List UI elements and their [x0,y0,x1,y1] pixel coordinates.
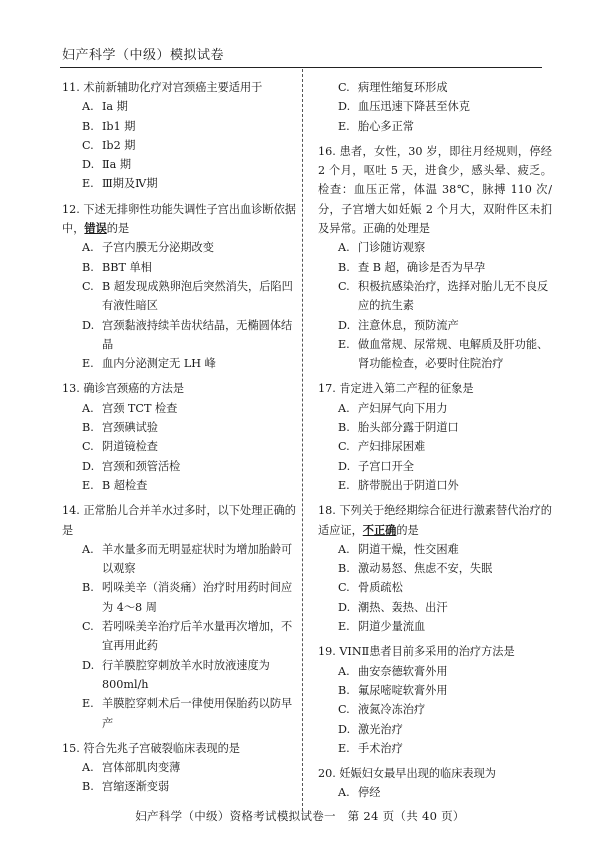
option-e[interactable]: E. Ⅲ期及Ⅳ期 [82,177,158,191]
question-20 [318,764,552,803]
option-c[interactable]: C. 病理性缩复环形成 [338,81,448,94]
option-e[interactable]: E. 胎心多正常 [338,119,414,133]
option-c[interactable]: C. Ⅰb2 期 [82,138,136,152]
option-c[interactable]: C. 阴道镜检查 [82,440,158,454]
question-stem: 13. 确诊宫颈癌的方法是 [62,382,185,396]
page-header-title: 妇产科学（中级）模拟试卷 [62,48,225,63]
option-b[interactable]: B. 氟尿嘧啶软膏外用 [338,683,448,697]
question-stem: 18. 下列关于绝经期综合征进行激素替代治疗的适应证，不正确的是 [318,504,552,537]
page-footer: 妇产科学（中级）资格考试模拟试卷一 第 24 页（共 40 页） [135,809,465,823]
question-stem: 12. 下述无排卵性功能失调性子宫出血诊断依据中，错误的是 [62,202,296,236]
question-12 [62,200,296,374]
option-a[interactable]: A. 曲安奈德软膏外用 [338,664,448,678]
right-column [318,78,552,809]
option-c[interactable]: C. 积极抗感染治疗，选择对胎儿无不良反应的抗生素 [338,279,549,313]
option-d[interactable]: D. 子宫口开全 [338,459,414,473]
option-e[interactable]: E. 羊膜腔穿刺术后一律使用保胎药以防早产 [82,697,293,730]
emphasis-word: 错误 [84,221,107,236]
question-17 [318,379,552,495]
option-d[interactable]: D. 注意休息，预防流产 [338,318,459,332]
question-stem: 19. VINⅡ患者目前多采用的治疗方法是 [318,645,515,659]
header-rule [60,67,542,68]
option-b[interactable]: B. 宫颈碘试验 [82,421,158,435]
option-c[interactable]: C. 液氮冷冻治疗 [338,703,426,717]
question-stem: 11. 术前新辅助化疗对宫颈癌主要适用于 [62,81,263,94]
question-16 [318,142,552,374]
option-a[interactable]: A. 产妇屏气向下用力 [338,401,448,415]
question-11 [62,78,296,194]
option-e[interactable]: E. 阴道少量流血 [338,620,426,634]
column-divider [302,69,303,811]
option-b[interactable]: B. BBT 单相 [82,260,152,274]
option-a[interactable]: A. 宫体部肌肉变薄 [82,761,181,775]
option-c[interactable]: C. B 超发现成熟卵泡后突然消失，后陷凹有液性暗区 [82,279,293,313]
option-c[interactable]: C. 产妇排尿困难 [338,440,426,454]
question-15 [62,739,296,797]
option-d[interactable]: D. 宫颈黏液持续羊齿状结晶，无椭圆体结晶 [82,318,293,351]
option-b[interactable]: B. 胎头部分露于阴道口 [338,421,459,435]
option-a[interactable]: A. 阴道干燥，性交困难 [338,542,459,556]
question-14 [62,501,296,733]
question-stem: 15. 符合先兆子宫破裂临床表现的是 [62,741,240,755]
option-a[interactable]: A. 宫颈 TCT 检查 [82,401,178,415]
question-stem: 20. 妊娠妇女最早出现的临床表现为 [318,767,496,781]
option-e[interactable]: E. 手术治疗 [338,741,403,755]
option-a[interactable]: A. Ⅰa 期 [82,100,128,114]
option-d[interactable]: D. 血压迅速下降甚至休克 [338,100,470,114]
option-c[interactable]: C. 若吲哚美辛治疗后羊水量再次增加，不宜再用此药 [82,620,293,653]
question-15-continued [318,78,552,136]
option-e[interactable]: E. 脐带脱出于阴道口外 [338,478,459,492]
left-column [62,78,296,803]
option-d[interactable]: D. Ⅱa 期 [82,158,132,172]
option-e[interactable]: E. 做血常规、尿常规、电解质及肝功能、肾功能检查，必要时住院治疗 [338,337,549,371]
option-d[interactable]: D. 行羊膜腔穿刺放羊水时放液速度为 800ml/h [82,658,270,691]
option-d[interactable]: D. 宫颈和颈管活检 [82,459,181,473]
option-b[interactable]: B. 宫缩逐渐变弱 [82,780,170,794]
question-stem: 17. 肯定进入第二产程的征象是 [318,382,474,396]
question-stem: 16. 患者，女性，30 岁，即往月经规则，停经 2 个月，呕吐 5 天，进食少，感头晕、疲乏。检查：血压正常，体温 38℃，脉搏 110 次/分，子宫增大如妊娠 2 个月大，双附件区未扪及异常。正确的处理是 [318,144,552,236]
option-a[interactable]: A. 子宫内膜无分泌期改变 [82,241,214,255]
option-d[interactable]: D. 潮热、轰热、出汗 [338,600,448,614]
emphasis-word: 不正确 [362,522,397,537]
question-19 [318,642,552,758]
option-b[interactable]: B. Ⅰb1 期 [82,119,136,133]
option-b[interactable]: B. 激动易怒、焦虑不安，失眠 [338,562,493,576]
option-b[interactable]: B. 吲哚美辛（消炎痛）治疗时用药时间应为 4～8 周 [82,581,293,614]
option-a[interactable]: A. 停经 [338,786,381,800]
option-a[interactable]: A. 羊水量多而无明显症状时为增加胎龄可以观察 [82,542,293,576]
option-d[interactable]: D. 激光治疗 [338,722,403,736]
option-c[interactable]: C. 骨质疏松 [338,581,403,595]
option-a[interactable]: A. 门诊随访观察 [338,241,426,255]
question-stem: 14. 正常胎儿合并羊水过多时，以下处理正确的是 [62,504,296,537]
option-e[interactable]: E. B 超检查 [82,478,148,492]
question-13 [62,379,296,495]
option-b[interactable]: B. 查 B 超，确诊是否为早孕 [338,260,486,274]
option-e[interactable]: E. 血内分泌测定无 LH 峰 [82,357,216,371]
question-18 [318,501,552,636]
